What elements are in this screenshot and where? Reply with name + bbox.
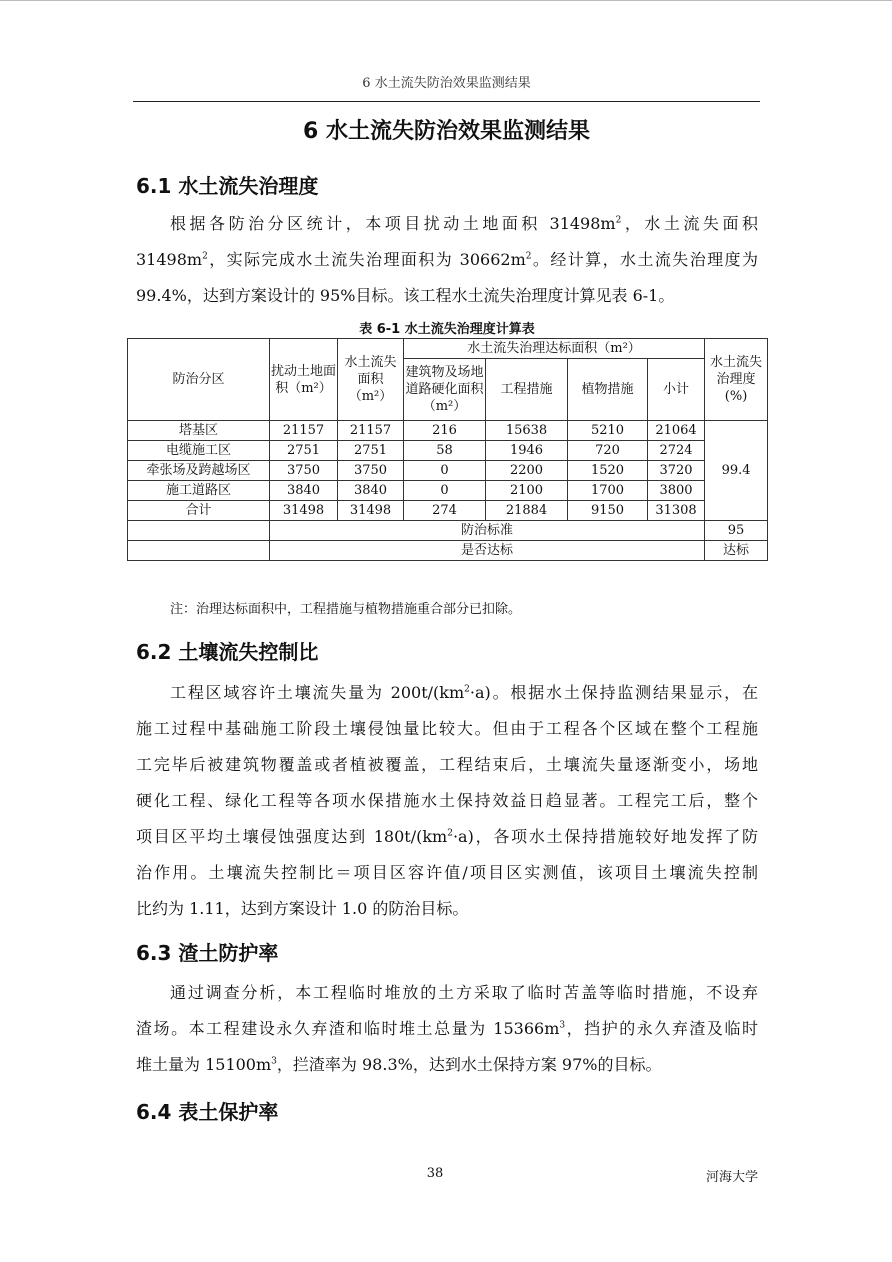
- cell-engineering: 2200: [486, 461, 568, 481]
- table-row: [128, 421, 768, 441]
- table-row: [128, 441, 768, 461]
- paragraph-line: 硬化工程、绿化工程等各项水保措施水土保持效益日趋显著。工程完工后，整个: [136, 791, 758, 810]
- cell-plant: 1520: [568, 461, 648, 481]
- cell-disturbed: 3750: [270, 461, 338, 481]
- cell-disturbed: 2751: [270, 441, 338, 461]
- cell-hardened: 0: [404, 461, 486, 481]
- header-zone: 防治分区: [128, 339, 270, 421]
- cell-hardened: 274: [404, 501, 486, 521]
- section-6-3-title: 6.3 渣土防护率: [136, 941, 279, 965]
- chapter-title: 6 水土流失防治效果监测结果: [303, 119, 590, 144]
- cell-subtotal: 3720: [648, 461, 705, 481]
- top-border-line: [0, 0, 892, 1]
- section-6-2-title: 6.2 土壤流失控制比: [136, 640, 319, 664]
- paragraph-line: $31498m^2$，实际完成水土流失治理面积为 $30662m^2$。经计算，水土流失治理度为: [136, 250, 758, 269]
- cell-meet-label: 是否达标: [270, 541, 705, 561]
- cell-plant: 9150: [568, 501, 648, 521]
- cell-disturbed: 31498: [270, 501, 338, 521]
- cell-disturbed: 3840: [270, 481, 338, 501]
- cell-hardened: 58: [404, 441, 486, 461]
- table-row-meet: [128, 541, 768, 561]
- header-erosion-area: 水土流失面积（m²）: [338, 339, 404, 421]
- section-6-4-title: 6.4 表土保护率: [136, 1100, 279, 1124]
- cell-zone: 塔基区: [128, 421, 270, 441]
- paragraph-line: 项目区平均土壤侵蚀强度达到 $180t/(km^2\cdot a)$，各项水土保持措施较好地发挥了防: [136, 827, 758, 846]
- cell-erosion: 2751: [338, 441, 404, 461]
- cell-hardened: 216: [404, 421, 486, 441]
- cell-subtotal: 21064: [648, 421, 705, 441]
- paragraph-line: 通过调查分析，本工程临时堆放的土方采取了临时苫盖等临时措施，不设弃: [170, 983, 758, 1002]
- table-note: 注：治理达标面积中，工程措施与植物措施重合部分已扣除。: [170, 602, 522, 617]
- cell-engineering: 1946: [486, 441, 568, 461]
- cell-meet-value: 达标: [705, 541, 768, 561]
- header-plant: 植物措施: [568, 359, 648, 421]
- paragraph-line: 治作用。土壤流失控制比＝项目区容许值/项目区实测值，该项目土壤流失控制: [136, 863, 758, 882]
- paragraph-line: 比约为 1.11，达到方案设计 1.0 的防治目标。: [136, 899, 469, 918]
- paragraph-line: 工程区域容许土壤流失量为 $200t/(km^2\cdot a)$。根据水土保持监测结果显示，在: [170, 683, 758, 702]
- cell-zone: 电缆施工区: [128, 441, 270, 461]
- table-caption: 表 6-1 水土流失治理度计算表: [359, 322, 535, 337]
- cell-standard-value: 95: [705, 521, 768, 541]
- cell-subtotal: 31308: [648, 501, 705, 521]
- cell-zone: 合计: [128, 501, 270, 521]
- cell-erosion: 3750: [338, 461, 404, 481]
- header-hardened-area: 建筑物及场地道路硬化面积（m²）: [404, 359, 486, 421]
- cell-standard-label: 防治标准: [270, 521, 705, 541]
- section-6-3-paragraph: [136, 975, 758, 1083]
- cell-erosion: 3840: [338, 481, 404, 501]
- cell-erosion: 31498: [338, 501, 404, 521]
- cell-engineering: 21884: [486, 501, 568, 521]
- page-number: 38: [426, 1166, 444, 1181]
- cell-engineering: 15638: [486, 421, 568, 441]
- header-subtotal: 小计: [648, 359, 705, 421]
- paragraph-line: 根据各防治分区统计，本项目扰动土地面积 $31498m^2$，水土流失面积: [170, 214, 758, 233]
- header-treated-area-group: 水土流失治理达标面积（m²）: [404, 339, 705, 359]
- cell-zone: 施工道路区: [128, 481, 270, 501]
- section-6-2-paragraph: [136, 675, 758, 927]
- cell-engineering: 2100: [486, 481, 568, 501]
- cell-hardened: 0: [404, 481, 486, 501]
- header-treatment-degree: 水土流失治理度(%): [705, 339, 768, 421]
- footer-institution: 河海大学: [705, 1170, 758, 1185]
- paragraph-line: 99.4%，达到方案设计的 95%目标。该工程水土流失治理度计算见表 6-1。: [136, 286, 675, 305]
- cell-erosion: 21157: [338, 421, 404, 441]
- header-disturbed-area: 扰动土地面积（m²）: [270, 339, 338, 421]
- cell-empty: [128, 521, 270, 541]
- table-row-total: [128, 501, 768, 521]
- table-row: [128, 461, 768, 481]
- running-header: 6 水土流失防治效果监测结果: [362, 76, 531, 91]
- treatment-degree-table: [127, 338, 768, 561]
- section-6-1-title: 6.1 水土流失治理度: [136, 174, 319, 198]
- cell-empty: [128, 541, 270, 561]
- cell-subtotal: 2724: [648, 441, 705, 461]
- cell-disturbed: 21157: [270, 421, 338, 441]
- paragraph-line: 施工过程中基础施工阶段土壤侵蚀量比较大。但由于工程各个区域在整个工程施: [136, 719, 758, 738]
- table-row-standard: [128, 521, 768, 541]
- header-engineering: 工程措施: [486, 359, 568, 421]
- cell-treatment-degree: 99.4: [705, 421, 768, 521]
- table-row: [128, 481, 768, 501]
- cell-plant: 720: [568, 441, 648, 461]
- cell-plant: 5210: [568, 421, 648, 441]
- paragraph-line: 工完毕后被建筑物覆盖或者植被覆盖，工程结束后，土壤流失量逐渐变小，场地: [136, 755, 758, 774]
- paragraph-line: 渣场。本工程建设永久弃渣和临时堆土总量为 $15366m^3$，挡护的永久弃渣及临时: [136, 1019, 758, 1038]
- section-6-1-paragraph: [136, 206, 758, 314]
- cell-plant: 1700: [568, 481, 648, 501]
- cell-subtotal: 3800: [648, 481, 705, 501]
- header-rule: [133, 101, 760, 102]
- paragraph-line: 堆土量为 $15100m^3$，拦渣率为 98.3%，达到水土保持方案 97%的目标。: [136, 1055, 662, 1074]
- cell-zone: 牵张场及跨越场区: [128, 461, 270, 481]
